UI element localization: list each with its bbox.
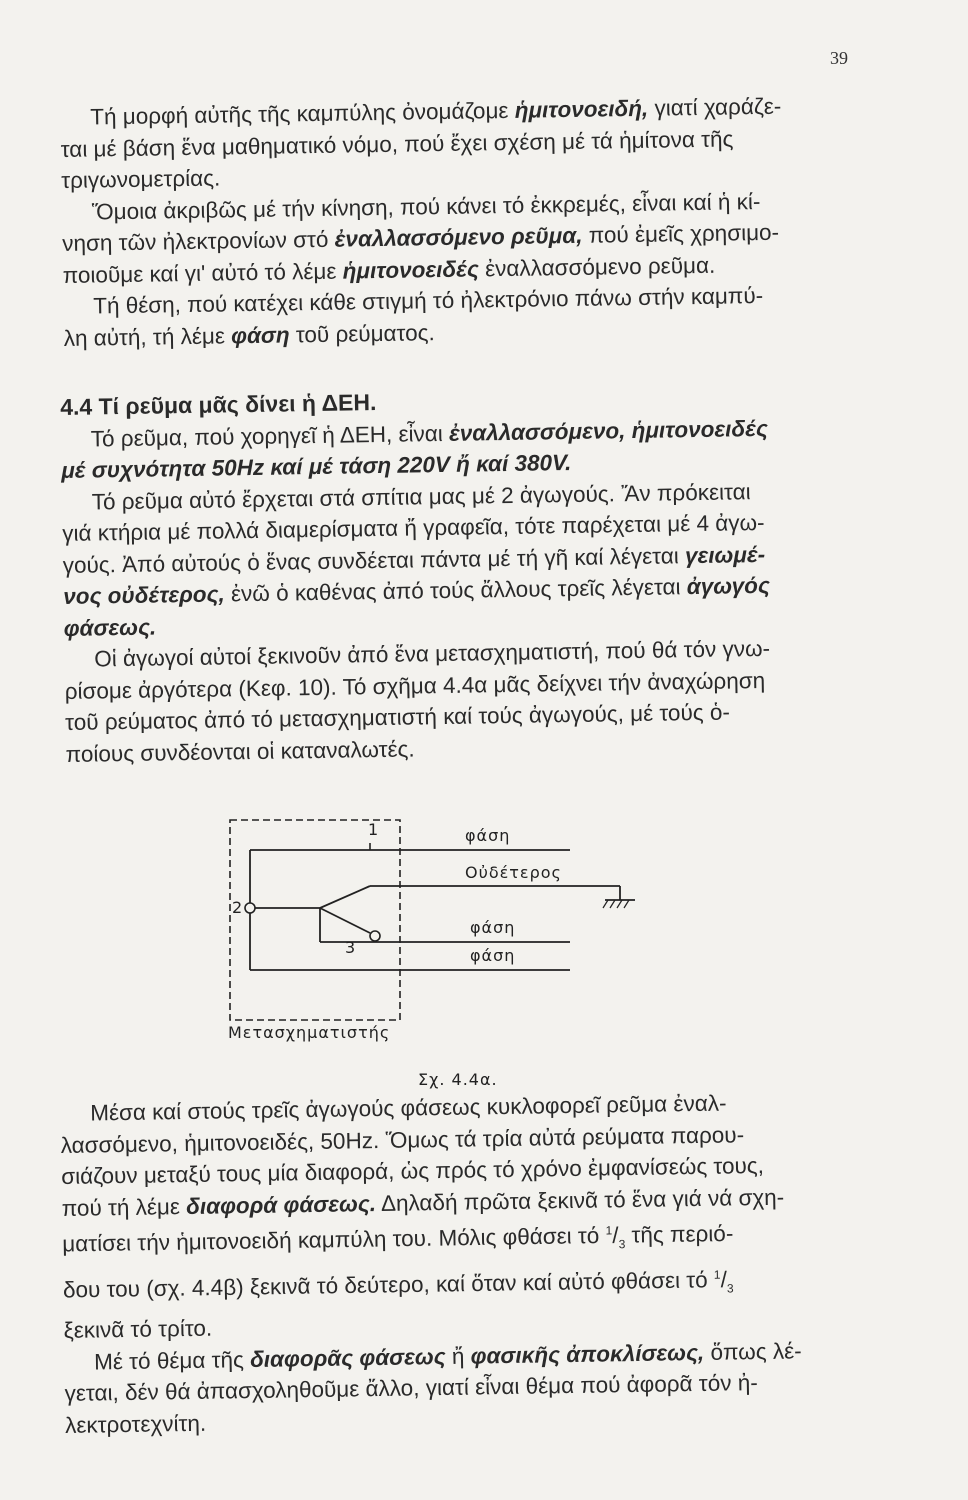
text-line: ποιοῦμε καί γι' αὐτό τό λέμε ἡμιτονοειδές ἐναλλασσόμενο ρεῦμα. [62,252,716,288]
transformer-label: Μετασχηματιστής [228,1023,391,1042]
fraction-numerator: 1 [605,1223,613,1238]
text-line: ρίσομε ἀργότερα (Κεφ. 10). Τό σχῆμα 4.4α μᾶς δείχνει τήν ἀναχώρηση [64,667,766,704]
text-line: ματίσει τήν ἡμιτονοειδή καμπύλη του. Μόλις φθάσει τό $^1/_3$ τῆς περιό- [62,1220,734,1257]
text-line: Τό ρεῦμα αὐτό ἔρχεται στά σπίτια μας μέ 2 ἀγωγούς. Ἄν πρόκειται [91,478,751,515]
text-line: ξεκινᾶ τό τρίτο. [63,1315,213,1343]
text-line: λεκτροτεχνίτη. [64,1410,207,1438]
star-arm-up [320,886,370,908]
transformer-diagram [220,808,640,1108]
page-number: 39 [830,48,848,68]
ground-hatch [610,900,615,908]
node-2-label: 2 [232,898,244,917]
text-line: γεται, δέν θά ἀπασχοληθοῦμε ἄλλο, γιατί εἶναι θέμα πού ἀφορᾶ τόν ἠ- [64,1370,758,1406]
text-line: δου του (σχ. 4.4β) ξεκινᾶ τό δεύτερο, καί ὅταν καί αὐτό φθάσει τό $^1/_3$ [62,1266,734,1302]
text-line: γούς. Ἀπό αὐτούς ὁ ἕνας συνδέεται πάντα μέ τή γῆ καί λέγεται γειωμέ- [62,541,766,578]
text-line: Μέσα καί στούς τρεῖς ἀγωγούς φάσεως κυκλοφορεῖ ρεῦμα ἐναλ- [90,1090,727,1126]
phase-3-label: φάση [470,946,516,965]
fraction-numerator: 1 [713,1267,721,1282]
neutral-label: Οὐδέτερος [465,863,562,882]
text-line: σιάζουν μεταξύ τους μία διαφορά, ὡς πρός τό χρόνο ἐμφανίσεώς τους, [61,1152,765,1189]
text-line: λασσόμενο, ἡμιτονοειδές, 50Hz. Ὅμως τά τρία αὐτά ρεύματα παρου- [60,1121,745,1158]
text-line: νος οὐδέτερος, ἐνῶ ὁ καθένας ἀπό τούς ἄλλους τρεῖς λέγεται ἀγωγός [63,572,771,609]
section-heading: 4.4 Τί ρεῦμα μᾶς δίνει ἡ ΔΕΗ. [60,389,377,420]
text-line: ται μέ βάση ἕνα μαθηματικό νόμο, πού ἔχει σχέση μέ τά ἡμίτονα τῆς [60,125,734,162]
text-line: νηση τῶν ἠλεκτρονίων στό ἐναλλασσόμενο ρεῦμα, πού ἐμεῖς χρησιμο- [62,219,780,256]
star-arm-down [320,908,370,933]
figure-caption: Σχ. 4.4α. [418,1070,498,1089]
text-line: μέ συχνότητα 50Hz καί μέ τάση 220V ἤ καί 380V. [61,449,572,483]
node-3-dot [370,931,380,941]
text-line: Ὅμοια ἀκριβῶς μέ τήν κίνηση, πού κάνει τό ἐκκρεμές, εἶναι καί ἡ κί- [91,188,761,225]
node-1-label: 1 [368,820,380,839]
text-line: Τή θέση, πού κατέχει κάθε στιγμή τό ἠλεκτρόνιο πάνω στήν καμπύ- [93,282,764,319]
node-2-dot [245,903,255,913]
node-3-label: 3 [345,938,357,957]
ground-hatch [617,900,622,908]
text-line: τοῦ ρεύματος ἀπό τό μετασχηματιστή καί τούς ἀγωγούς, μέ τούς ὁ- [64,699,731,735]
text-line: Οἱ ἀγωγοί αὐτοί ξεκινοῦν ἀπό ἕνα μετασχηματιστή, πού θά τόν γνω- [94,635,771,672]
section-4-4 [60,379,866,770]
fraction-denominator: 3 [618,1237,626,1252]
fraction-denominator: 3 [726,1280,734,1296]
ground-hatch [624,900,629,908]
text-line: Τό ρεῦμα, πού χορηγεῖ ἡ ΔΕΗ, εἶναι ἐναλλασσόμενο, ἡμιτονοειδές [90,415,769,452]
text-line: τριγωνομετρίας. [61,165,221,193]
text-line: πού τή λέμε διαφορά φάσεως. Δηλαδή πρῶτα ξεκινᾶ τό ἕνα γιά νά σχη- [61,1184,785,1221]
text-line: γιά κτήρια μέ πολλά διαμερίσματα ἤ γραφεῖα, τότε παρέχεται μέ 4 ἀγω- [62,509,765,546]
phase-1-label: φάση [465,826,511,845]
text-line: φάσεως. [63,614,157,641]
ground-hatch [603,900,608,908]
figure-4-4a [220,808,640,1108]
intro-paragraphs [60,89,864,354]
closing-paragraphs [60,1085,865,1441]
text-line: Τή μορφή αὐτῆς τῆς καμπύλης ὀνομάζομε ἡμιτονοειδή, γιατί χαράζε- [90,93,782,130]
phase-2-label: φάση [470,918,516,937]
text-line: ποίους συνδέονται οἱ καταναλωτές. [65,735,415,767]
text-line: Μέ τό θέμα τῆς διαφορᾶς φάσεως ἤ φασικῆς ἀποκλίσεως, ὅπως λέ- [93,1337,802,1374]
text-line: λη αὐτή, τή λέμε φάση τοῦ ρεύματος. [63,319,435,351]
